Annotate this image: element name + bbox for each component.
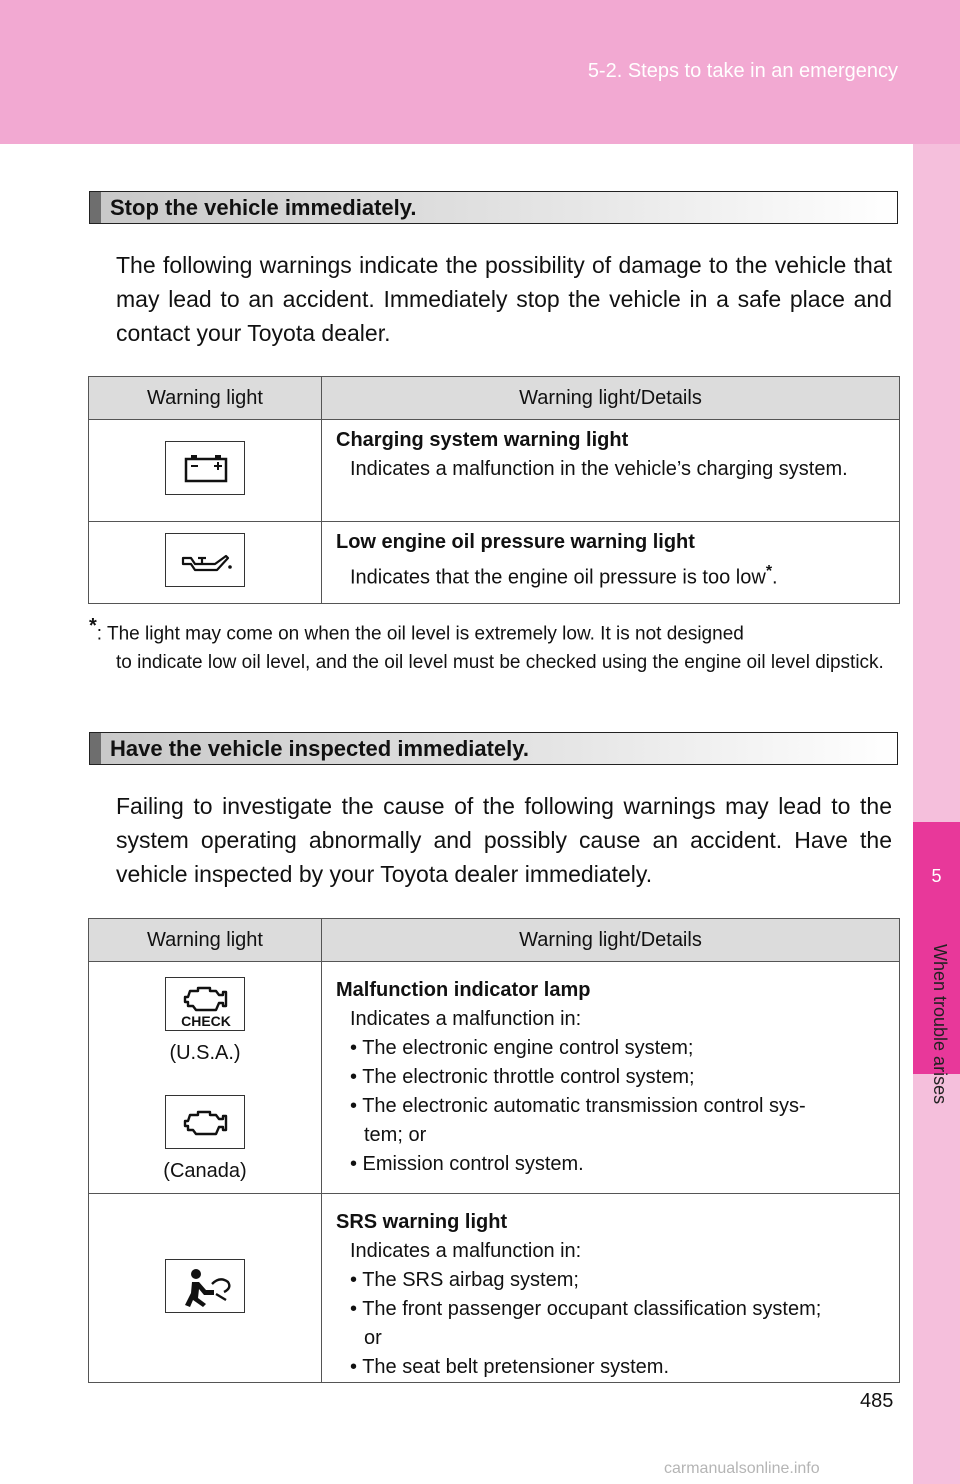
check-engine-icon bbox=[165, 977, 245, 1031]
bullet-item: • Emission control system. bbox=[350, 1153, 584, 1175]
caption-usa: (U.S.A.) bbox=[169, 1042, 241, 1064]
bullet-item-continued: tem; or bbox=[364, 1124, 427, 1146]
stop-intro-paragraph: The following warnings indicate the possibility of damage to the vehicle that may lead to an accident. Immediately stop the vehicle in a safe place and contact your Toyota dealer. bbox=[116, 252, 892, 346]
section-heading-inspect bbox=[89, 732, 898, 765]
warning-title: Charging system warning light bbox=[336, 429, 629, 451]
airbag-icon bbox=[165, 1259, 245, 1313]
warning-title: SRS warning light bbox=[336, 1211, 508, 1233]
col-header-details: Warning light/Details bbox=[322, 919, 900, 962]
section-heading-stop bbox=[89, 191, 898, 224]
bullet-item: • The seat belt pretensioner system. bbox=[350, 1356, 670, 1378]
oil-can-icon bbox=[165, 533, 245, 587]
svg-text:CHECK: CHECK bbox=[181, 1013, 231, 1029]
footnote bbox=[89, 612, 893, 677]
chapter-title: When trouble arises bbox=[930, 944, 950, 1105]
warning-title: Malfunction indicator lamp bbox=[336, 979, 591, 1001]
warning-title: Low engine oil pressure warning light bbox=[336, 531, 695, 553]
engine-icon bbox=[165, 1095, 245, 1149]
col-header-details: Warning light/Details bbox=[322, 377, 900, 420]
warning-details-intro: Indicates a malfunction in: bbox=[350, 1240, 582, 1262]
chapter-number: 5 bbox=[931, 866, 942, 886]
footnote-mark: * bbox=[89, 615, 97, 637]
inspect-warning-table bbox=[88, 918, 900, 1383]
battery-icon bbox=[165, 441, 245, 495]
heading-text: Have the vehicle inspected immediately. bbox=[110, 736, 529, 761]
caption-canada: (Canada) bbox=[163, 1160, 247, 1182]
warning-details: Indicates that the engine oil pressure is too low bbox=[350, 566, 766, 589]
page-number: 485 bbox=[860, 1390, 894, 1412]
inspect-intro-paragraph: Failing to investigate the cause of the following warnings may lead to the system operating abnormally and possibly cause an accident. Have the vehicle inspected by your Toyota dealer immediately. bbox=[116, 793, 892, 887]
warning-details-intro: Indicates a malfunction in: bbox=[350, 1008, 582, 1030]
bullet-item: • The electronic automatic transmission control sys- bbox=[350, 1095, 806, 1117]
page-header bbox=[0, 0, 960, 144]
col-header-warning-light: Warning light bbox=[89, 919, 322, 962]
chapter-side-tab bbox=[913, 144, 960, 1484]
footnote-mark: * bbox=[765, 563, 773, 580]
watermark: carmanualsonline.info bbox=[664, 1460, 820, 1477]
section-title: 5-2. Steps to take in an emergency bbox=[587, 60, 898, 82]
warning-details: Indicates a malfunction in the vehicle’s charging system. bbox=[350, 458, 848, 480]
bullet-item: • The electronic throttle control system; bbox=[350, 1066, 695, 1088]
col-header-warning-light: Warning light bbox=[89, 377, 322, 420]
footnote-text-continued: to indicate low oil level, and the oil level must be checked using the engine oil level dipstick. bbox=[116, 652, 884, 674]
bullet-item-continued: or bbox=[364, 1327, 382, 1349]
bullet-item: • The front passenger occupant classification system; bbox=[350, 1298, 822, 1320]
stop-warning-table: Warning light Warning light/Details Charging system warning light Indicates a malfunction in the vehicle’s charging system. Low engine oil pressure warning light Indicates that the engine oil pressure is too low*. bbox=[88, 376, 900, 604]
bullet-item: • The SRS airbag system; bbox=[350, 1269, 579, 1291]
bullet-item: • The electronic engine control system; bbox=[350, 1037, 694, 1059]
footnote-text: : The light may come on when the oil level is extremely low. It is not designed bbox=[96, 623, 744, 645]
heading-text: Stop the vehicle immediately. bbox=[110, 195, 417, 220]
